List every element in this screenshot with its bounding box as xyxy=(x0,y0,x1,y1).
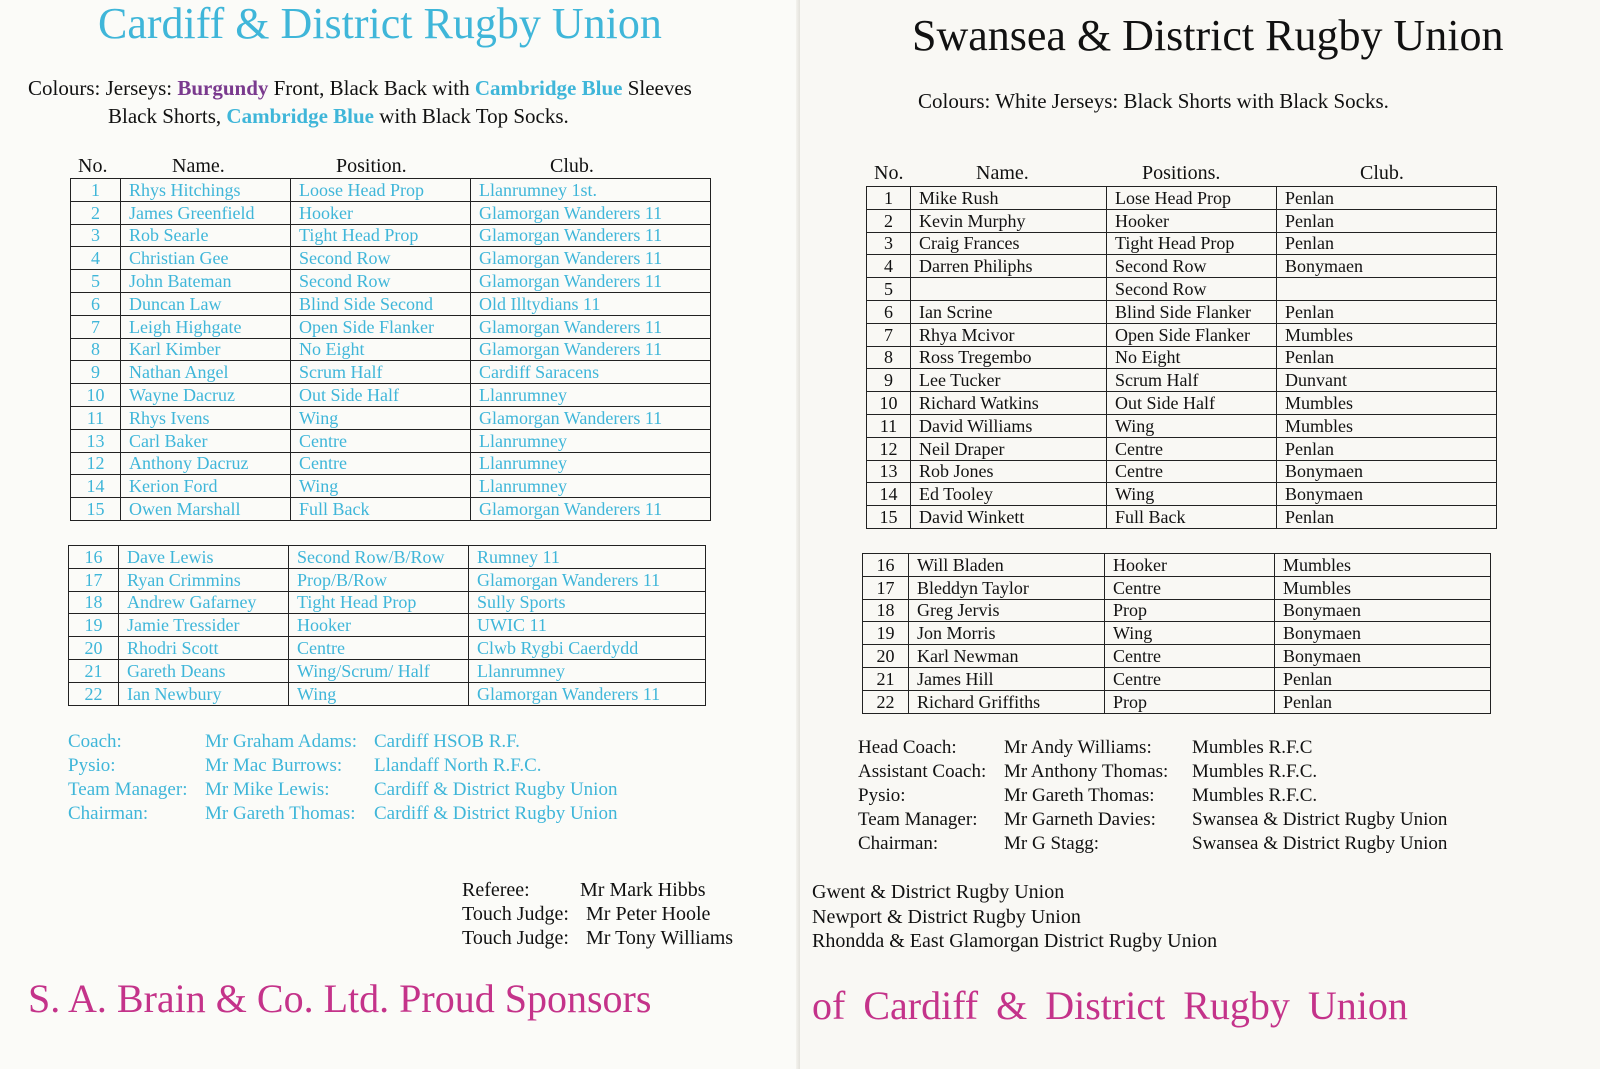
official-name: Mr Graham Adams: xyxy=(205,731,357,752)
player-position: Wing xyxy=(1107,483,1277,506)
header-name: Name. xyxy=(976,162,1029,184)
player-name: Greg Jervis xyxy=(909,599,1105,622)
player-club: Bonymaen xyxy=(1275,599,1491,622)
player-position: Centre xyxy=(1105,667,1275,690)
table-row xyxy=(69,659,706,682)
player-club: Llanrumney xyxy=(471,384,711,407)
table-row xyxy=(867,209,1497,232)
player-number: 15 xyxy=(71,498,121,521)
player-name: Lee Tucker xyxy=(911,369,1107,392)
table-row xyxy=(71,384,711,407)
player-number: 14 xyxy=(71,475,121,498)
colours-suffix: with Black Top Socks. xyxy=(374,104,569,128)
player-number: 19 xyxy=(863,622,909,645)
official-role: Coach: xyxy=(68,731,122,752)
player-number: 6 xyxy=(867,300,911,323)
player-position: Tight Head Prop xyxy=(1107,232,1277,255)
player-club xyxy=(1277,278,1497,301)
player-club: Glamorgan Wanderers 11 xyxy=(471,224,711,247)
player-club: Mumbles xyxy=(1277,392,1497,415)
player-number: 7 xyxy=(867,323,911,346)
player-number: 18 xyxy=(69,591,119,614)
player-name: David Winkett xyxy=(911,506,1107,529)
player-name: Ross Tregembo xyxy=(911,346,1107,369)
table-row xyxy=(867,278,1497,301)
table-row xyxy=(867,392,1497,415)
official-name: Mr Gareth Thomas: xyxy=(1004,785,1155,806)
player-club: Penlan xyxy=(1277,209,1497,232)
player-name: Neil Draper xyxy=(911,437,1107,460)
player-position: Wing xyxy=(291,475,471,498)
official-organisation: Cardiff & District Rugby Union xyxy=(374,779,618,800)
official-name: Mr Mac Burrows: xyxy=(205,755,343,776)
official-role: Assistant Coach: xyxy=(858,761,987,782)
player-club: Glamorgan Wanderers 11 xyxy=(469,682,706,705)
player-club: Penlan xyxy=(1275,690,1491,713)
official-organisation: Mumbles R.F.C. xyxy=(1192,761,1318,782)
player-position: Hooker xyxy=(291,201,471,224)
union-item: Gwent & District Rugby Union xyxy=(812,881,1065,903)
player-position: Second Row xyxy=(1107,278,1277,301)
player-number: 4 xyxy=(867,255,911,278)
player-number: 1 xyxy=(867,187,911,210)
player-number: 12 xyxy=(867,437,911,460)
player-position: Wing xyxy=(1107,414,1277,437)
official-row xyxy=(68,730,768,754)
player-position: Loose Head Prop xyxy=(291,179,471,202)
table-row xyxy=(71,247,711,270)
table-row xyxy=(867,460,1497,483)
player-name: Rob Searle xyxy=(121,224,291,247)
table-row xyxy=(867,255,1497,278)
player-number: 8 xyxy=(71,338,121,361)
player-name: Nathan Angel xyxy=(121,361,291,384)
player-position: Open Side Flanker xyxy=(1107,323,1277,346)
table-row xyxy=(71,429,711,452)
player-number: 22 xyxy=(863,690,909,713)
official-role: Pysio: xyxy=(858,785,906,806)
player-club: Bonymaen xyxy=(1277,460,1497,483)
player-number: 11 xyxy=(71,406,121,429)
header-no: No. xyxy=(874,162,904,184)
table-row xyxy=(69,591,706,614)
table-row xyxy=(69,568,706,591)
player-club: Penlan xyxy=(1277,300,1497,323)
table-row xyxy=(867,232,1497,255)
player-club: Penlan xyxy=(1277,506,1497,529)
player-number: 4 xyxy=(71,247,121,270)
player-name: Owen Marshall xyxy=(121,498,291,521)
player-number: 9 xyxy=(71,361,121,384)
cardiff-title: Cardiff & District Rugby Union xyxy=(98,0,662,48)
player-number: 19 xyxy=(69,614,119,637)
official-organisation: Mumbles R.F.C. xyxy=(1192,785,1318,806)
player-name: Christian Gee xyxy=(121,247,291,270)
player-name: Leigh Highgate xyxy=(121,315,291,338)
official-role: Team Manager: xyxy=(858,809,978,830)
player-club: Bonymaen xyxy=(1277,483,1497,506)
table-row xyxy=(867,437,1497,460)
player-number: 12 xyxy=(71,452,121,475)
player-club: Penlan xyxy=(1277,187,1497,210)
referee-role: Touch Judge: xyxy=(462,903,569,925)
player-club: Mumbles xyxy=(1275,554,1491,577)
attending-unions xyxy=(812,880,1217,954)
player-number: 17 xyxy=(69,568,119,591)
player-number: 13 xyxy=(867,460,911,483)
player-position: Full Back xyxy=(291,498,471,521)
player-name: Anthony Dacruz xyxy=(121,452,291,475)
table-row xyxy=(867,369,1497,392)
table-row xyxy=(71,361,711,384)
referee-name: Mr Tony Williams xyxy=(586,927,734,949)
table-row xyxy=(69,546,706,569)
official-name: Mr G Stagg: xyxy=(1004,833,1099,854)
table-row xyxy=(71,224,711,247)
player-name: Karl Newman xyxy=(909,645,1105,668)
table-row xyxy=(867,414,1497,437)
table-row xyxy=(71,292,711,315)
player-position: Centre xyxy=(291,452,471,475)
official-role: Team Manager: xyxy=(68,779,188,800)
table-row xyxy=(71,452,711,475)
player-position: Full Back xyxy=(1107,506,1277,529)
player-number: 7 xyxy=(71,315,121,338)
player-name: Kerion Ford xyxy=(121,475,291,498)
player-name: James Hill xyxy=(909,667,1105,690)
official-row xyxy=(858,784,1578,808)
player-position: Blind Side Second xyxy=(291,292,471,315)
cardiff-officials xyxy=(68,730,768,826)
official-organisation: Cardiff HSOB R.F. xyxy=(374,731,520,752)
player-club: Glamorgan Wanderers 11 xyxy=(471,247,711,270)
player-club: Dunvant xyxy=(1277,369,1497,392)
player-club: Bonymaen xyxy=(1275,645,1491,668)
table-row xyxy=(69,614,706,637)
table-row xyxy=(863,554,1491,577)
table-row xyxy=(71,406,711,429)
player-club: Llanrumney xyxy=(471,475,711,498)
official-row xyxy=(858,808,1578,832)
header-club: Club. xyxy=(550,155,594,177)
referee-name: Mr Peter Hoole xyxy=(586,903,711,925)
player-club: Mumbles xyxy=(1277,414,1497,437)
player-name: Bleddyn Taylor xyxy=(909,576,1105,599)
table-row xyxy=(71,475,711,498)
colour-cambridge-blue: Cambridge Blue xyxy=(226,104,375,128)
player-name: Ian Scrine xyxy=(911,300,1107,323)
player-position: Hooker xyxy=(1105,554,1275,577)
player-club: Cardiff Saracens xyxy=(471,361,711,384)
player-position: Lose Head Prop xyxy=(1107,187,1277,210)
sponsor-text-right: of Cardiff & District Rugby Union xyxy=(812,983,1408,1028)
player-name: James Greenfield xyxy=(121,201,291,224)
colours-prefix: Colours: Jerseys: xyxy=(28,76,178,100)
player-club: Glamorgan Wanderers 11 xyxy=(471,270,711,293)
official-organisation: Swansea & District Rugby Union xyxy=(1192,833,1448,854)
swansea-colours: Colours: White Jerseys: Black Shorts with Black Socks. xyxy=(918,89,1389,113)
player-position: Centre xyxy=(1107,460,1277,483)
table-row xyxy=(863,599,1491,622)
player-name: Rhodri Scott xyxy=(119,637,289,660)
player-name: Darren Philiphs xyxy=(911,255,1107,278)
player-club: Bonymaen xyxy=(1275,622,1491,645)
table-row xyxy=(863,645,1491,668)
header-position: Position. xyxy=(336,155,407,177)
player-number: 3 xyxy=(71,224,121,247)
official-row xyxy=(68,754,768,778)
player-number: 6 xyxy=(71,292,121,315)
table-row xyxy=(71,270,711,293)
cardiff-starters-table xyxy=(70,178,711,521)
player-name: Rob Jones xyxy=(911,460,1107,483)
player-position: Out Side Half xyxy=(1107,392,1277,415)
player-position: Tight Head Prop xyxy=(289,591,469,614)
player-number: 17 xyxy=(863,576,909,599)
official-row xyxy=(858,760,1578,784)
colour-burgundy: Burgundy xyxy=(177,76,269,100)
table-row xyxy=(71,179,711,202)
official-row xyxy=(68,802,768,826)
player-name: Rhya Mcivor xyxy=(911,323,1107,346)
player-club: Bonymaen xyxy=(1277,255,1497,278)
player-position: Wing xyxy=(1105,622,1275,645)
player-number: 20 xyxy=(69,637,119,660)
right-page xyxy=(800,0,1600,1069)
player-position: Centre xyxy=(1107,437,1277,460)
player-club: Penlan xyxy=(1275,667,1491,690)
player-name: Wayne Dacruz xyxy=(121,384,291,407)
swansea-starters-table xyxy=(866,186,1497,529)
player-position: Second Row xyxy=(291,247,471,270)
player-position: Centre xyxy=(289,637,469,660)
table-row xyxy=(69,682,706,705)
union-item: Rhondda & East Glamorgan District Rugby Union xyxy=(812,930,1218,952)
player-club: Llanrumney 1st. xyxy=(471,179,711,202)
player-club: UWIC 11 xyxy=(469,614,706,637)
player-name: David Williams xyxy=(911,414,1107,437)
table-row xyxy=(863,576,1491,599)
player-name: Jon Morris xyxy=(909,622,1105,645)
player-club: Llanrumney xyxy=(471,429,711,452)
colours-prefix: Black Shorts, xyxy=(108,104,227,128)
colour-cambridge-blue: Cambridge Blue xyxy=(474,76,623,100)
player-position: Out Side Half xyxy=(291,384,471,407)
official-role: Pysio: xyxy=(68,755,116,776)
player-number: 21 xyxy=(863,667,909,690)
table-row xyxy=(863,622,1491,645)
table-row xyxy=(71,338,711,361)
player-name: Carl Baker xyxy=(121,429,291,452)
player-name: Richard Griffiths xyxy=(909,690,1105,713)
official-row xyxy=(858,736,1578,760)
official-role: Chairman: xyxy=(68,803,149,824)
player-number: 16 xyxy=(69,546,119,569)
official-organisation: Swansea & District Rugby Union xyxy=(1192,809,1448,830)
player-club: Clwb Rygbi Caerdydd xyxy=(469,637,706,660)
player-club: Old Illtydians 11 xyxy=(471,292,711,315)
player-number: 3 xyxy=(867,232,911,255)
player-number: 20 xyxy=(863,645,909,668)
player-number: 11 xyxy=(867,414,911,437)
cardiff-reserves-table xyxy=(68,545,706,706)
player-position: Tight Head Prop xyxy=(291,224,471,247)
table-row xyxy=(867,187,1497,210)
player-number: 15 xyxy=(867,506,911,529)
player-position: Wing/Scrum/ Half xyxy=(289,659,469,682)
player-position: Wing xyxy=(289,682,469,705)
table-row xyxy=(867,323,1497,346)
player-number: 14 xyxy=(867,483,911,506)
referee-role: Referee: xyxy=(462,879,530,901)
table-row xyxy=(867,483,1497,506)
player-club: Mumbles xyxy=(1277,323,1497,346)
player-club: Glamorgan Wanderers 11 xyxy=(471,498,711,521)
player-number: 22 xyxy=(69,682,119,705)
player-number: 9 xyxy=(867,369,911,392)
player-club: Glamorgan Wanderers 11 xyxy=(471,315,711,338)
table-row xyxy=(863,667,1491,690)
player-name: Gareth Deans xyxy=(119,659,289,682)
player-position: Second Row xyxy=(1107,255,1277,278)
table-row xyxy=(69,637,706,660)
player-club: Sully Sports xyxy=(469,591,706,614)
player-position: Centre xyxy=(1105,576,1275,599)
player-position: Centre xyxy=(1105,645,1275,668)
player-club: Rumney 11 xyxy=(469,546,706,569)
player-number: 21 xyxy=(69,659,119,682)
player-position: Second Row xyxy=(291,270,471,293)
player-name: Duncan Law xyxy=(121,292,291,315)
player-position: Blind Side Flanker xyxy=(1107,300,1277,323)
player-number: 2 xyxy=(867,209,911,232)
player-name: Mike Rush xyxy=(911,187,1107,210)
player-club: Glamorgan Wanderers 11 xyxy=(469,568,706,591)
player-name: Craig Frances xyxy=(911,232,1107,255)
player-name: Ryan Crimmins xyxy=(119,568,289,591)
table-row xyxy=(71,498,711,521)
swansea-officials xyxy=(858,736,1578,856)
player-name: Kevin Murphy xyxy=(911,209,1107,232)
player-name: Rhys Hitchings xyxy=(121,179,291,202)
player-position: Hooker xyxy=(289,614,469,637)
player-number: 5 xyxy=(71,270,121,293)
official-name: Mr Andy Williams: xyxy=(1004,737,1152,758)
player-name: Karl Kimber xyxy=(121,338,291,361)
player-name: Ian Newbury xyxy=(119,682,289,705)
swansea-reserves-table xyxy=(862,553,1491,714)
cardiff-colours-line1 xyxy=(28,75,692,101)
colours-mid: Front, Black Back with xyxy=(268,76,475,100)
player-number: 8 xyxy=(867,346,911,369)
swansea-title: Swansea & District Rugby Union xyxy=(912,11,1504,60)
table-row xyxy=(71,201,711,224)
official-name: Mr Mike Lewis: xyxy=(205,779,330,800)
player-number: 13 xyxy=(71,429,121,452)
table-row xyxy=(867,300,1497,323)
player-position: Scrum Half xyxy=(291,361,471,384)
official-row xyxy=(858,832,1578,856)
player-name: Will Bladen xyxy=(909,554,1105,577)
player-club: Penlan xyxy=(1277,346,1497,369)
cardiff-colours-line2 xyxy=(108,103,569,129)
player-position: Wing xyxy=(291,406,471,429)
player-number: 1 xyxy=(71,179,121,202)
player-club: Glamorgan Wanderers 11 xyxy=(471,201,711,224)
table-row xyxy=(71,315,711,338)
player-name: Rhys Ivens xyxy=(121,406,291,429)
official-organisation: Cardiff & District Rugby Union xyxy=(374,803,618,824)
player-position: Open Side Flanker xyxy=(291,315,471,338)
player-position: Centre xyxy=(291,429,471,452)
player-number: 10 xyxy=(867,392,911,415)
sponsor-text-left: S. A. Brain & Co. Ltd. Proud Sponsors xyxy=(28,976,652,1021)
table-row xyxy=(867,506,1497,529)
player-name: Richard Watkins xyxy=(911,392,1107,415)
player-number: 5 xyxy=(867,278,911,301)
official-role: Head Coach: xyxy=(858,737,957,758)
official-organisation: Llandaff North R.F.C. xyxy=(374,755,542,776)
player-position: Prop/B/Row xyxy=(289,568,469,591)
table-row xyxy=(863,690,1491,713)
official-name: Mr Gareth Thomas: xyxy=(205,803,356,824)
referee-role: Touch Judge: xyxy=(462,927,569,949)
official-organisation: Mumbles R.F.C xyxy=(1192,737,1313,758)
player-name: John Bateman xyxy=(121,270,291,293)
official-row xyxy=(68,778,768,802)
header-no: No. xyxy=(78,155,108,177)
player-position: Second Row/B/Row xyxy=(289,546,469,569)
player-club: Mumbles xyxy=(1275,576,1491,599)
player-club: Llanrumney xyxy=(471,452,711,475)
colours-suffix: Sleeves xyxy=(622,76,692,100)
header-club: Club. xyxy=(1360,162,1404,184)
player-position: No Eight xyxy=(1107,346,1277,369)
player-number: 16 xyxy=(863,554,909,577)
player-name: Dave Lewis xyxy=(119,546,289,569)
player-number: 18 xyxy=(863,599,909,622)
player-club: Glamorgan Wanderers 11 xyxy=(471,406,711,429)
player-name: Jamie Tressider xyxy=(119,614,289,637)
player-club: Glamorgan Wanderers 11 xyxy=(471,338,711,361)
player-name: Ed Tooley xyxy=(911,483,1107,506)
header-name: Name. xyxy=(172,155,225,177)
player-position: Prop xyxy=(1105,599,1275,622)
player-name: Andrew Gafarney xyxy=(119,591,289,614)
player-position: No Eight xyxy=(291,338,471,361)
player-club: Penlan xyxy=(1277,232,1497,255)
official-role: Chairman: xyxy=(858,833,939,854)
player-position: Scrum Half xyxy=(1107,369,1277,392)
referee-name: Mr Mark Hibbs xyxy=(580,879,706,901)
player-number: 2 xyxy=(71,201,121,224)
player-club: Penlan xyxy=(1277,437,1497,460)
player-name xyxy=(911,278,1107,301)
player-number: 10 xyxy=(71,384,121,407)
player-position: Prop xyxy=(1105,690,1275,713)
official-name: Mr Anthony Thomas: xyxy=(1004,761,1169,782)
header-position: Positions. xyxy=(1142,162,1221,184)
player-club: Llanrumney xyxy=(469,659,706,682)
table-row xyxy=(867,346,1497,369)
union-item: Newport & District Rugby Union xyxy=(812,905,1081,928)
player-position: Hooker xyxy=(1107,209,1277,232)
official-name: Mr Garneth Davies: xyxy=(1004,809,1156,830)
